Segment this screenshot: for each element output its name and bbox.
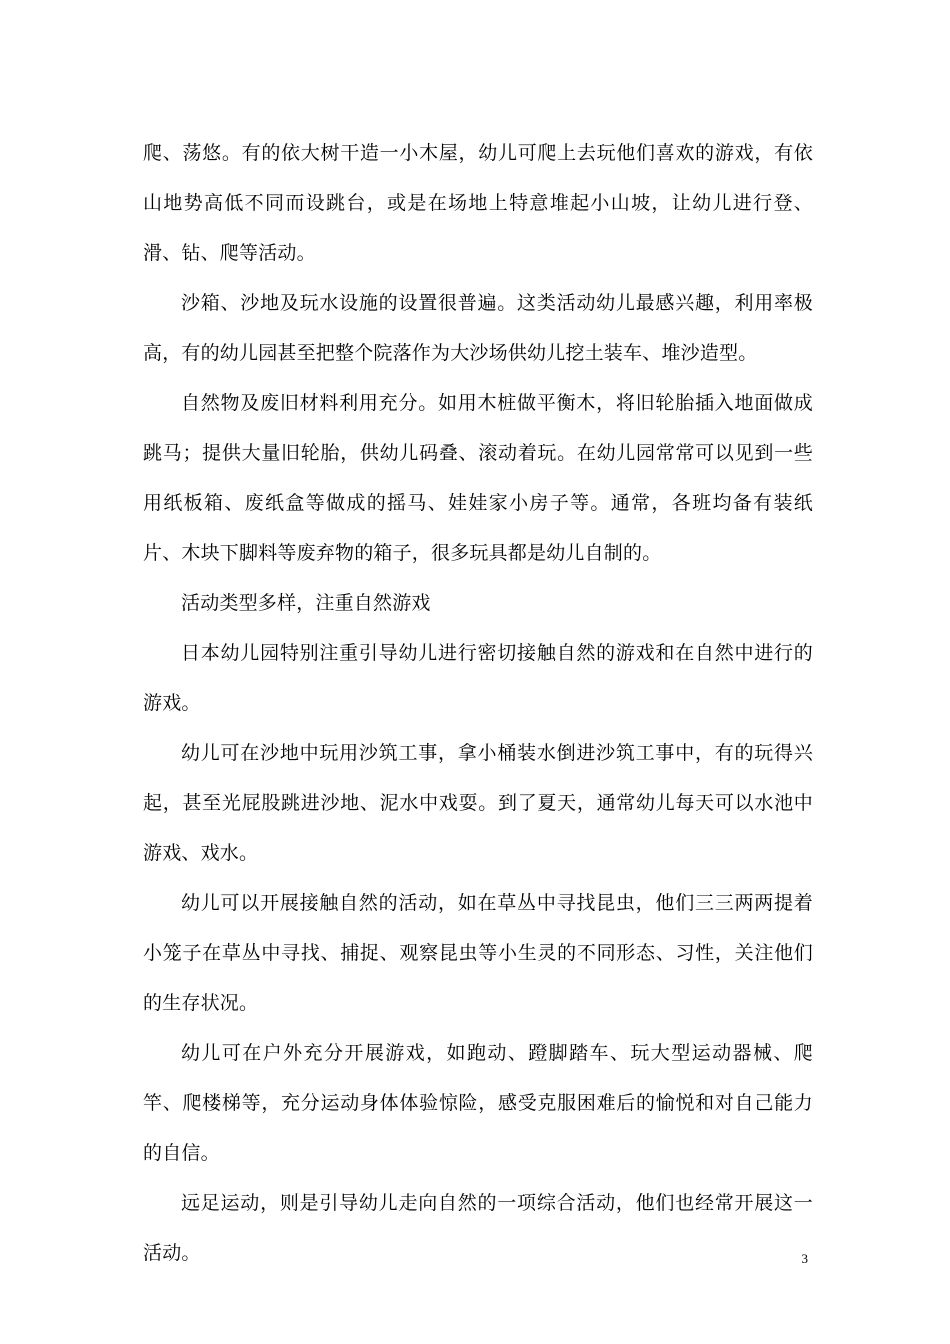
- paragraph: 自然物及废旧材料利用充分。如用木桩做平衡木，将旧轮胎插入地面做成跳马；提供大量旧轮胎，供幼儿码叠、滚动着玩。在幼儿园常常可以见到一些用纸板箱、废纸盒等做成的摇马、娃娃家小房子等。通常，各班均备有装纸片、木块下脚料等废弃物的箱子，很多玩具都是幼儿自制的。: [143, 392, 813, 564]
- body-text: [143, 128, 813, 1278]
- paragraph: 沙箱、沙地及玩水设施的设置很普遍。这类活动幼儿最感兴趣，利用率极高，有的幼儿园甚至把整个院落作为大沙场供幼儿挖土装车、堆沙造型。: [143, 292, 813, 364]
- paragraph: 远足运动，则是引导幼儿走向自然的一项综合活动，他们也经常开展这一活动。: [143, 1192, 813, 1264]
- paragraph-continued: 爬、荡悠。有的依大树干造一小木屋，幼儿可爬上去玩他们喜欢的游戏，有依山地势高低不同而设跳台，或是在场地上特意堆起小山坡，让幼儿进行登、滑、钻、爬等活动。: [143, 142, 813, 264]
- paragraph: 日本幼儿园特别注重引导幼儿进行密切接触自然的游戏和在自然中进行的游戏。: [143, 642, 813, 714]
- paragraph: 幼儿可在沙地中玩用沙筑工事，拿小桶装水倒进沙筑工事中，有的玩得兴起，甚至光屁股跳进沙地、泥水中戏耍。到了夏天，通常幼儿每天可以水池中游戏、戏水。: [143, 742, 813, 864]
- paragraph: 幼儿可以开展接触自然的活动，如在草丛中寻找昆虫，他们三三两两提着小笼子在草丛中寻找、捕捉、观察昆虫等小生灵的不同形态、习性，关注他们的生存状况。: [143, 892, 813, 1014]
- section-heading: 活动类型多样，注重自然游戏: [181, 592, 431, 614]
- paragraph: 幼儿可在户外充分开展游戏，如跑动、蹬脚踏车、玩大型运动器械、爬竿、爬楼梯等，充分运动身体体验惊险，感受克服困难后的愉悦和对自己能力的自信。: [143, 1042, 813, 1164]
- page-number: 3: [801, 1251, 808, 1266]
